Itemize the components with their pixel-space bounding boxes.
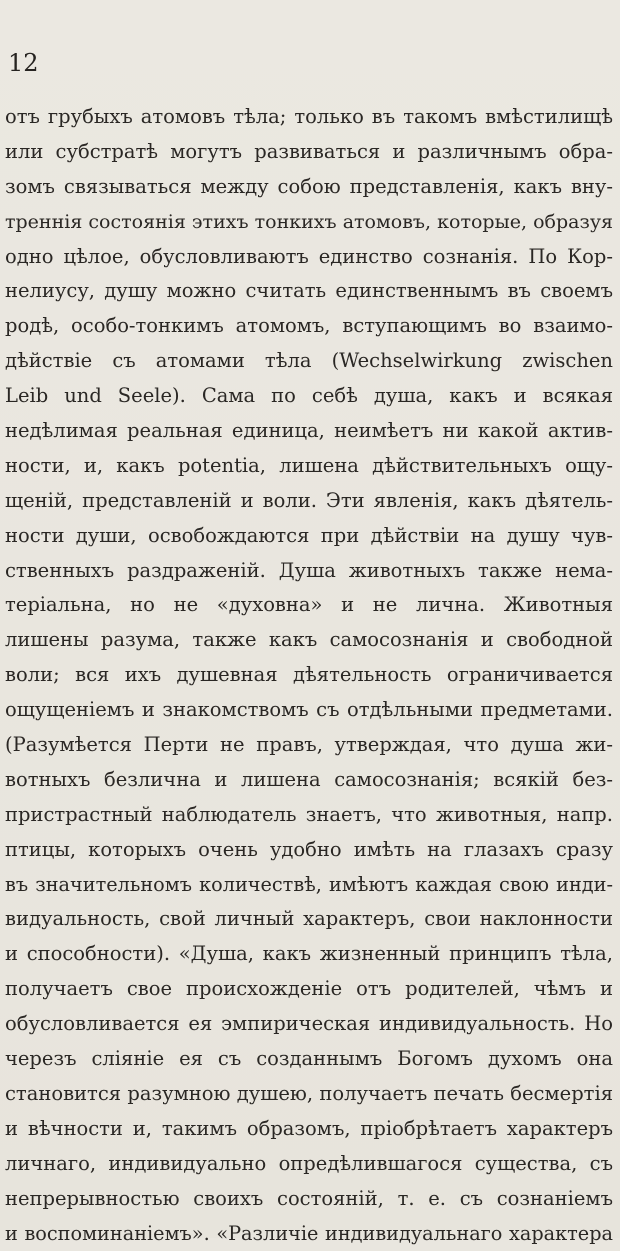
body-text	[5, 100, 613, 1251]
text-line: становится разумною душею, получаетъ печать бесмертія	[5, 1077, 613, 1112]
text-line: птицы, которыхъ очень удобно имѣть на глазахъ сразу	[5, 833, 613, 868]
text-line: обусловливается ея эмпирическая индивидуальность. Но	[5, 1007, 613, 1042]
text-line: треннія состоянія этихъ тонкихъ атомовъ, которые, образуя	[5, 205, 613, 240]
text-line: нелиусу, душу можно считать единственнымъ въ своемъ	[5, 274, 613, 309]
text-line: щеній, представленій и воли. Эти явленія, какъ дѣятель-	[5, 484, 613, 519]
text-line: получаетъ свое происхожденіе отъ родителей, чѣмъ и	[5, 972, 613, 1007]
text-line: и способности). «Душа, какъ жизненный принципъ тѣла,	[5, 937, 613, 972]
text-line: лишены разума, также какъ самосознанія и свободной	[5, 623, 613, 658]
text-line: видуальность, свой личный характеръ, свои наклонности	[5, 902, 613, 937]
text-line: или субстратѣ могутъ развиваться и различнымъ обра-	[5, 135, 613, 170]
text-line: личнаго, индивидуально опредѣлившагося существа, съ	[5, 1147, 613, 1182]
text-line: теріальна, но не «духовна» и не лична. Животныя	[5, 588, 613, 623]
text-line: въ значительномъ количествѣ, имѣютъ каждая свою инди-	[5, 868, 613, 903]
text-line: ощущеніемъ и знакомствомъ съ отдѣльными предметами.	[5, 693, 613, 728]
text-line: родѣ, особо-тонкимъ атомомъ, вступающимъ во взаимо-	[5, 309, 613, 344]
text-line: и воспоминаніемъ». «Различіе индивидуальнаго характера	[5, 1217, 613, 1251]
text-line: зомъ связываться между собою представленія, какъ вну-	[5, 170, 613, 205]
text-line: ственныхъ раздраженій. Душа животныхъ также нема-	[5, 554, 613, 589]
text-line: черезъ сліяніе ея съ созданнымъ Богомъ духомъ она	[5, 1042, 613, 1077]
text-line: ности души, освобождаются при дѣйствіи на душу чув-	[5, 519, 613, 554]
text-line: и вѣчности и, такимъ образомъ, пріобрѣтаетъ характеръ	[5, 1112, 613, 1147]
text-line: пристрастный наблюдатель знаетъ, что животныя, напр.	[5, 798, 613, 833]
text-line: Leib und Seele). Сама по себѣ душа, какъ и всякая	[5, 379, 613, 414]
text-line: (Разумѣется Перти не правъ, утверждая, что душа жи-	[5, 728, 613, 763]
text-line: недѣлимая реальная единица, неимѣетъ ни какой актив-	[5, 414, 613, 449]
page-number: 12	[8, 48, 39, 78]
text-line: одно цѣлое, обусловливаютъ единство сознанія. По Кор-	[5, 240, 613, 275]
text-line: воли; вся ихъ душевная дѣятельность ограничивается	[5, 658, 613, 693]
text-line: дѣйствіе съ атомами тѣла (Wechselwirkung zwischen	[5, 344, 613, 379]
text-line: ности, и, какъ potentia, лишена дѣйствительныхъ ощу-	[5, 449, 613, 484]
text-line: непрерывностью своихъ состояній, т. е. съ сознаніемъ	[5, 1182, 613, 1217]
text-line: отъ грубыхъ атомовъ тѣла; только въ такомъ вмѣстилищѣ	[5, 100, 613, 135]
text-line: вотныхъ безлична и лишена самосознанія; всякій без-	[5, 763, 613, 798]
